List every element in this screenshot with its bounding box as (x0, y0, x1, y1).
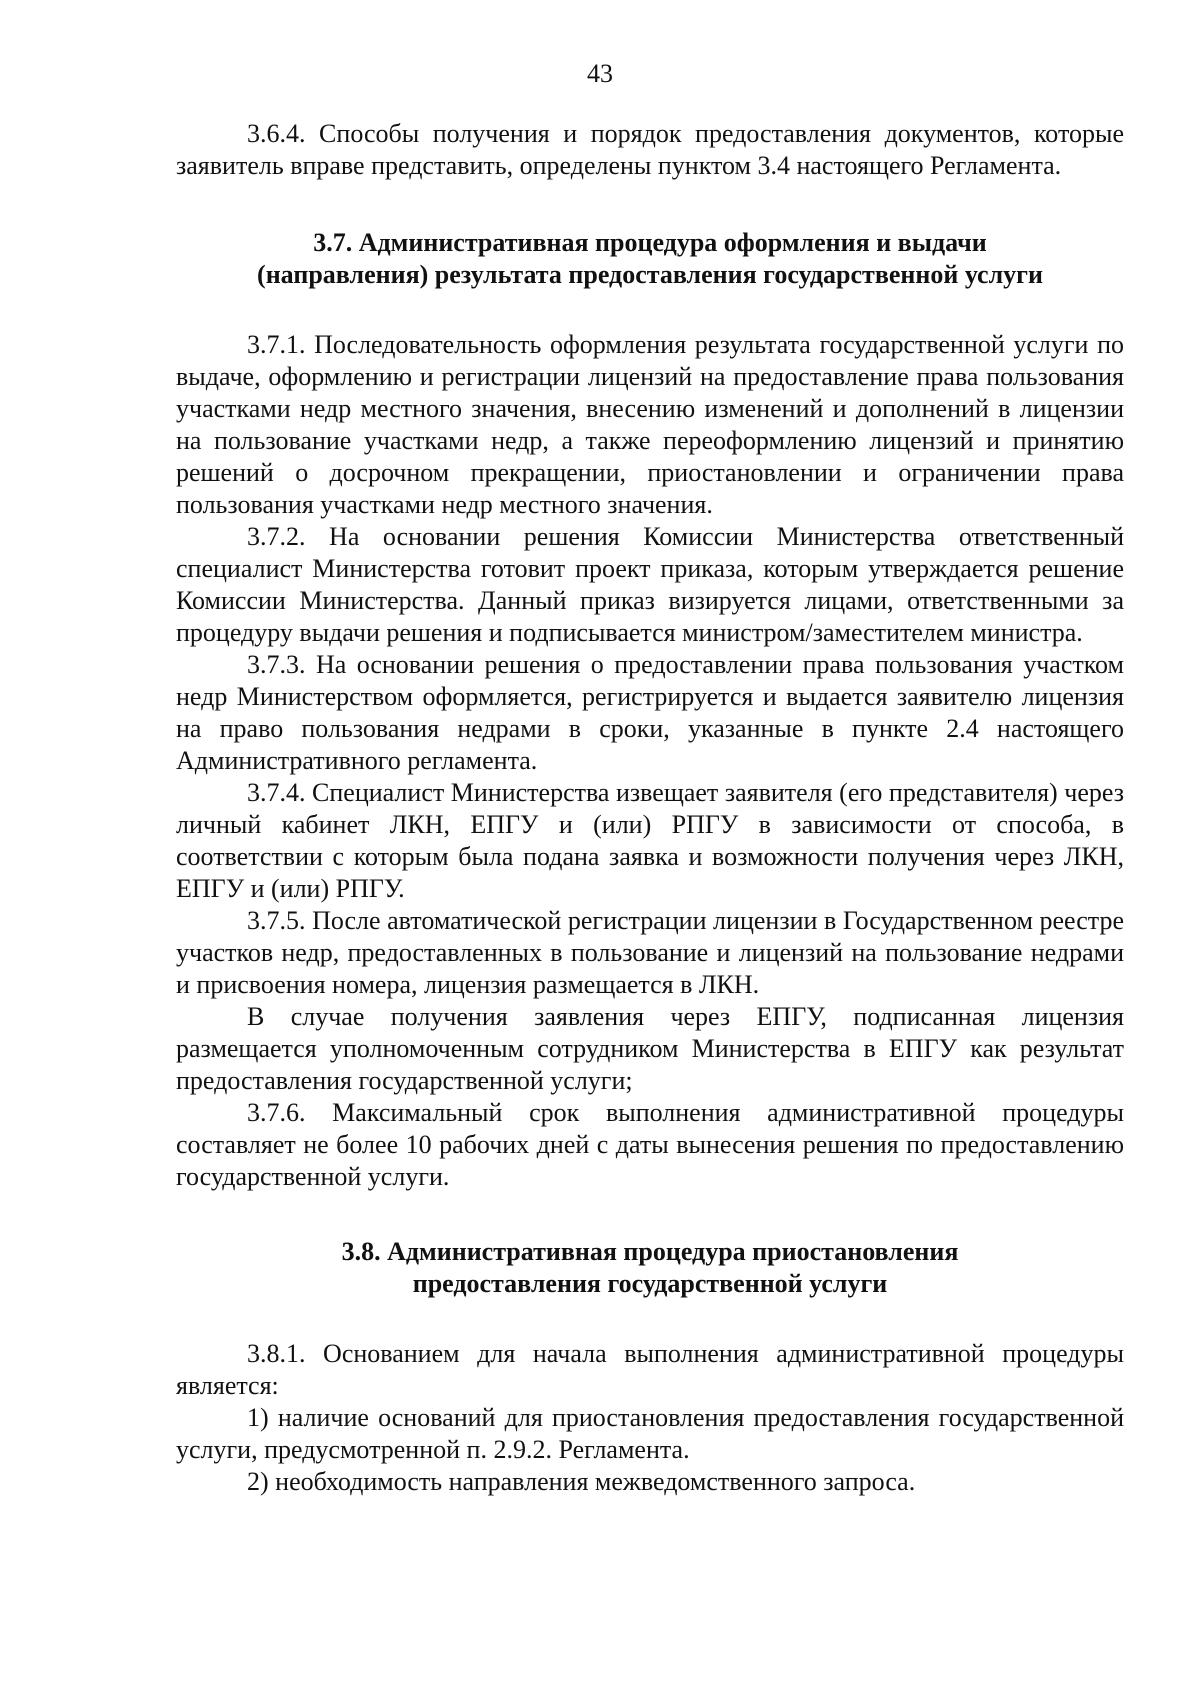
section-heading-3-8-line2: предоставления государственной услуги (412, 1269, 888, 1298)
section-3-7-body (176, 329, 1124, 1193)
paragraph-3-8-1: 3.8.1. Основанием для начала выполнения административной процедуры является: (176, 1339, 1124, 1400)
paragraph-3-7-1: 3.7.1. Последовательность оформления результата государственной услуги по выдаче, оформлению и регистрации лицензий на предоставление права пользования участками недр местного значения, внесению изменений и дополнений в лицензии на пользование участками недр, а также переоформлению лицензий и принятию решений о досрочном прекращении, приостановлении и ограничении права пользования участками недр местного значения. (176, 330, 1124, 519)
paragraph-3-7-3: 3.7.3. На основании решения о предоставлении права пользования участком недр Министерством оформляется, регистрируется и выдается заявителю лицензия на право пользования недрами в сроки, указанные в пункте 2.4 настоящего Административного регламента. (176, 650, 1124, 775)
paragraph-3-6-4: 3.6.4. Способы получения и порядок предоставления документов, которые заявитель вправе представить, определены пунктом 3.4 настоящего Регламента. (176, 119, 1124, 180)
paragraph-3-7-6: 3.7.6. Максимальный срок выполнения административной процедуры составляет не более 10 рабочих дней с даты вынесения решения по предоставлению государственной услуги. (176, 1098, 1124, 1191)
document-body (176, 118, 1124, 1498)
section-3-8-body (176, 1338, 1124, 1498)
paragraph-3-7-2: 3.7.2. На основании решения Комиссии Министерства ответственный специалист Министерства готовит проект приказа, которым утверждается решение Комиссии Министерства. Данный приказ визируется лицами, ответственными за процедуру выдачи решения и подписывается министром/заместителем министра. (176, 522, 1124, 647)
section-heading-3-8-line1: 3.8. Административная процедура приостановления (341, 1237, 959, 1266)
section-heading-3-7-line2: (направления) результата предоставления государственной услуги (257, 260, 1043, 289)
paragraph-3-7-4: 3.7.4. Специалист Министерства извещает заявителя (его представителя) через личный кабинет ЛКН, ЕПГУ и (или) РПГУ в зависимости от способа, в соответствии с которым была подана заявка и возможности получения через ЛКН, ЕПГУ и (или) РПГУ. (176, 778, 1124, 903)
section-heading-3-7 (176, 227, 1124, 291)
list-item-2: 2) необходимость направления межведомственного запроса. (247, 1467, 916, 1496)
paragraph-3-7-5-epgu: В случае получения заявления через ЕПГУ, подписанная лицензия размещается уполномоченным сотрудником Министерства в ЕПГУ как результат предоставления государственной услуги; (176, 1002, 1124, 1095)
page-number: 43 (587, 59, 613, 88)
section-heading-3-8 (176, 1236, 1124, 1300)
list-item-1: 1) наличие оснований для приостановления предоставления государственной услуги, предусмотренной п. 2.9.2. Регламента. (176, 1403, 1124, 1464)
paragraph-3-7-5: 3.7.5. После автоматической регистрации лицензии в Государственном реестре участков недр, предоставленных в пользование и лицензий на пользование недрами и присвоения номера, лицензия размещается в ЛКН. (176, 906, 1124, 999)
section-heading-3-7-line1: 3.7. Административная процедура оформления и выдачи (313, 228, 987, 257)
